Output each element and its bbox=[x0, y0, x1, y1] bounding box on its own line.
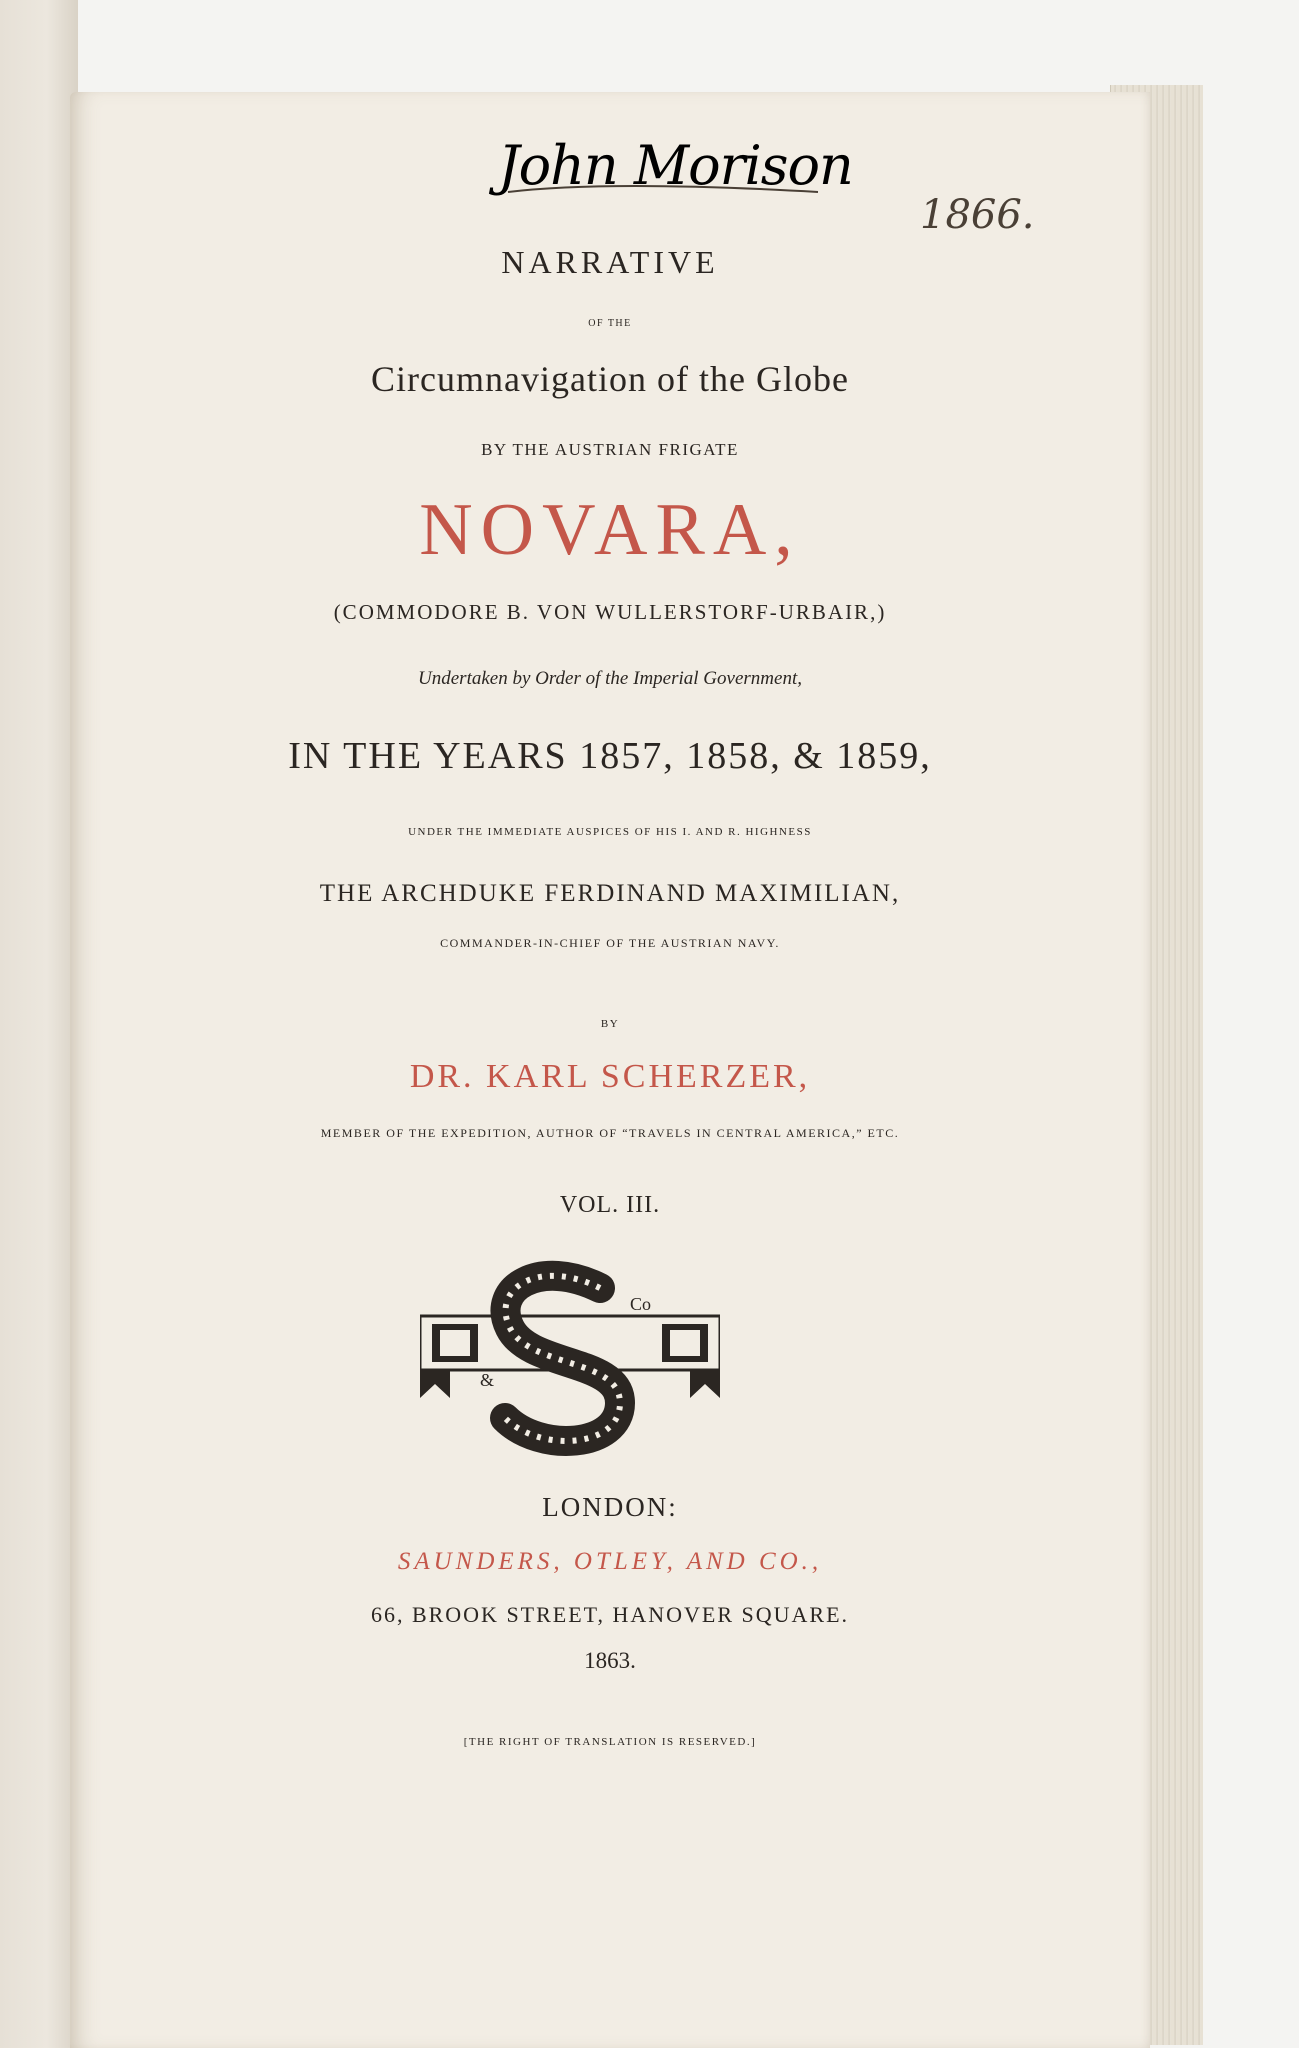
publication-year: 1863. bbox=[584, 1648, 636, 1673]
rights-notice: [THE RIGHT OF TRANSLATION IS RESERVED.] bbox=[463, 1736, 757, 1748]
handwritten-signature bbox=[488, 122, 888, 212]
commodore-line: (COMMODORE B. VON WULLERSTORF-URBAIR,) bbox=[333, 600, 887, 624]
title-narrative: NARRATIVE bbox=[501, 244, 719, 280]
years-line: IN THE YEARS 1857, 1858, & 1859, bbox=[288, 735, 932, 777]
inscription-year: 1866. bbox=[920, 192, 1035, 238]
volume-number: VOL. III. bbox=[559, 1192, 661, 1218]
author-description: MEMBER OF THE EXPEDITION, AUTHOR OF “TRAVELS IN CENTRAL AMERICA,” ETC. bbox=[320, 1126, 900, 1140]
title-by-frigate: BY THE AUSTRIAN FRIGATE bbox=[481, 440, 739, 459]
auspices-line: UNDER THE IMMEDIATE AUSPICES OF HIS I. AND R. HIGHNESS bbox=[408, 826, 812, 838]
by-line: BY bbox=[600, 1018, 620, 1030]
ship-name: NOVARA, bbox=[419, 489, 801, 571]
publication-city: LONDON: bbox=[542, 1492, 678, 1522]
title-of-the: OF THE bbox=[588, 318, 632, 329]
commander-line: COMMANDER-IN-CHIEF OF THE AUSTRIAN NAVY. bbox=[440, 936, 780, 950]
publisher-emblem bbox=[420, 1258, 720, 1458]
emblem-co: Co bbox=[630, 1294, 652, 1314]
archduke-line: THE ARCHDUKE FERDINAND MAXIMILIAN, bbox=[319, 880, 901, 907]
title-circumnavigation: Circumnavigation of the Globe bbox=[371, 359, 849, 399]
signature-text: John Morison bbox=[498, 134, 853, 197]
undertaken-line: Undertaken by Order of the Imperial Government, bbox=[418, 668, 802, 689]
publisher-name: SAUNDERS, OTLEY, AND CO., bbox=[397, 1548, 823, 1575]
publisher-address: 66, BROOK STREET, HANOVER SQUARE. bbox=[370, 1602, 850, 1627]
emblem-amp: & bbox=[480, 1370, 495, 1390]
author-name: DR. KARL SCHERZER, bbox=[409, 1058, 811, 1095]
book-cover-edge bbox=[0, 0, 78, 2048]
